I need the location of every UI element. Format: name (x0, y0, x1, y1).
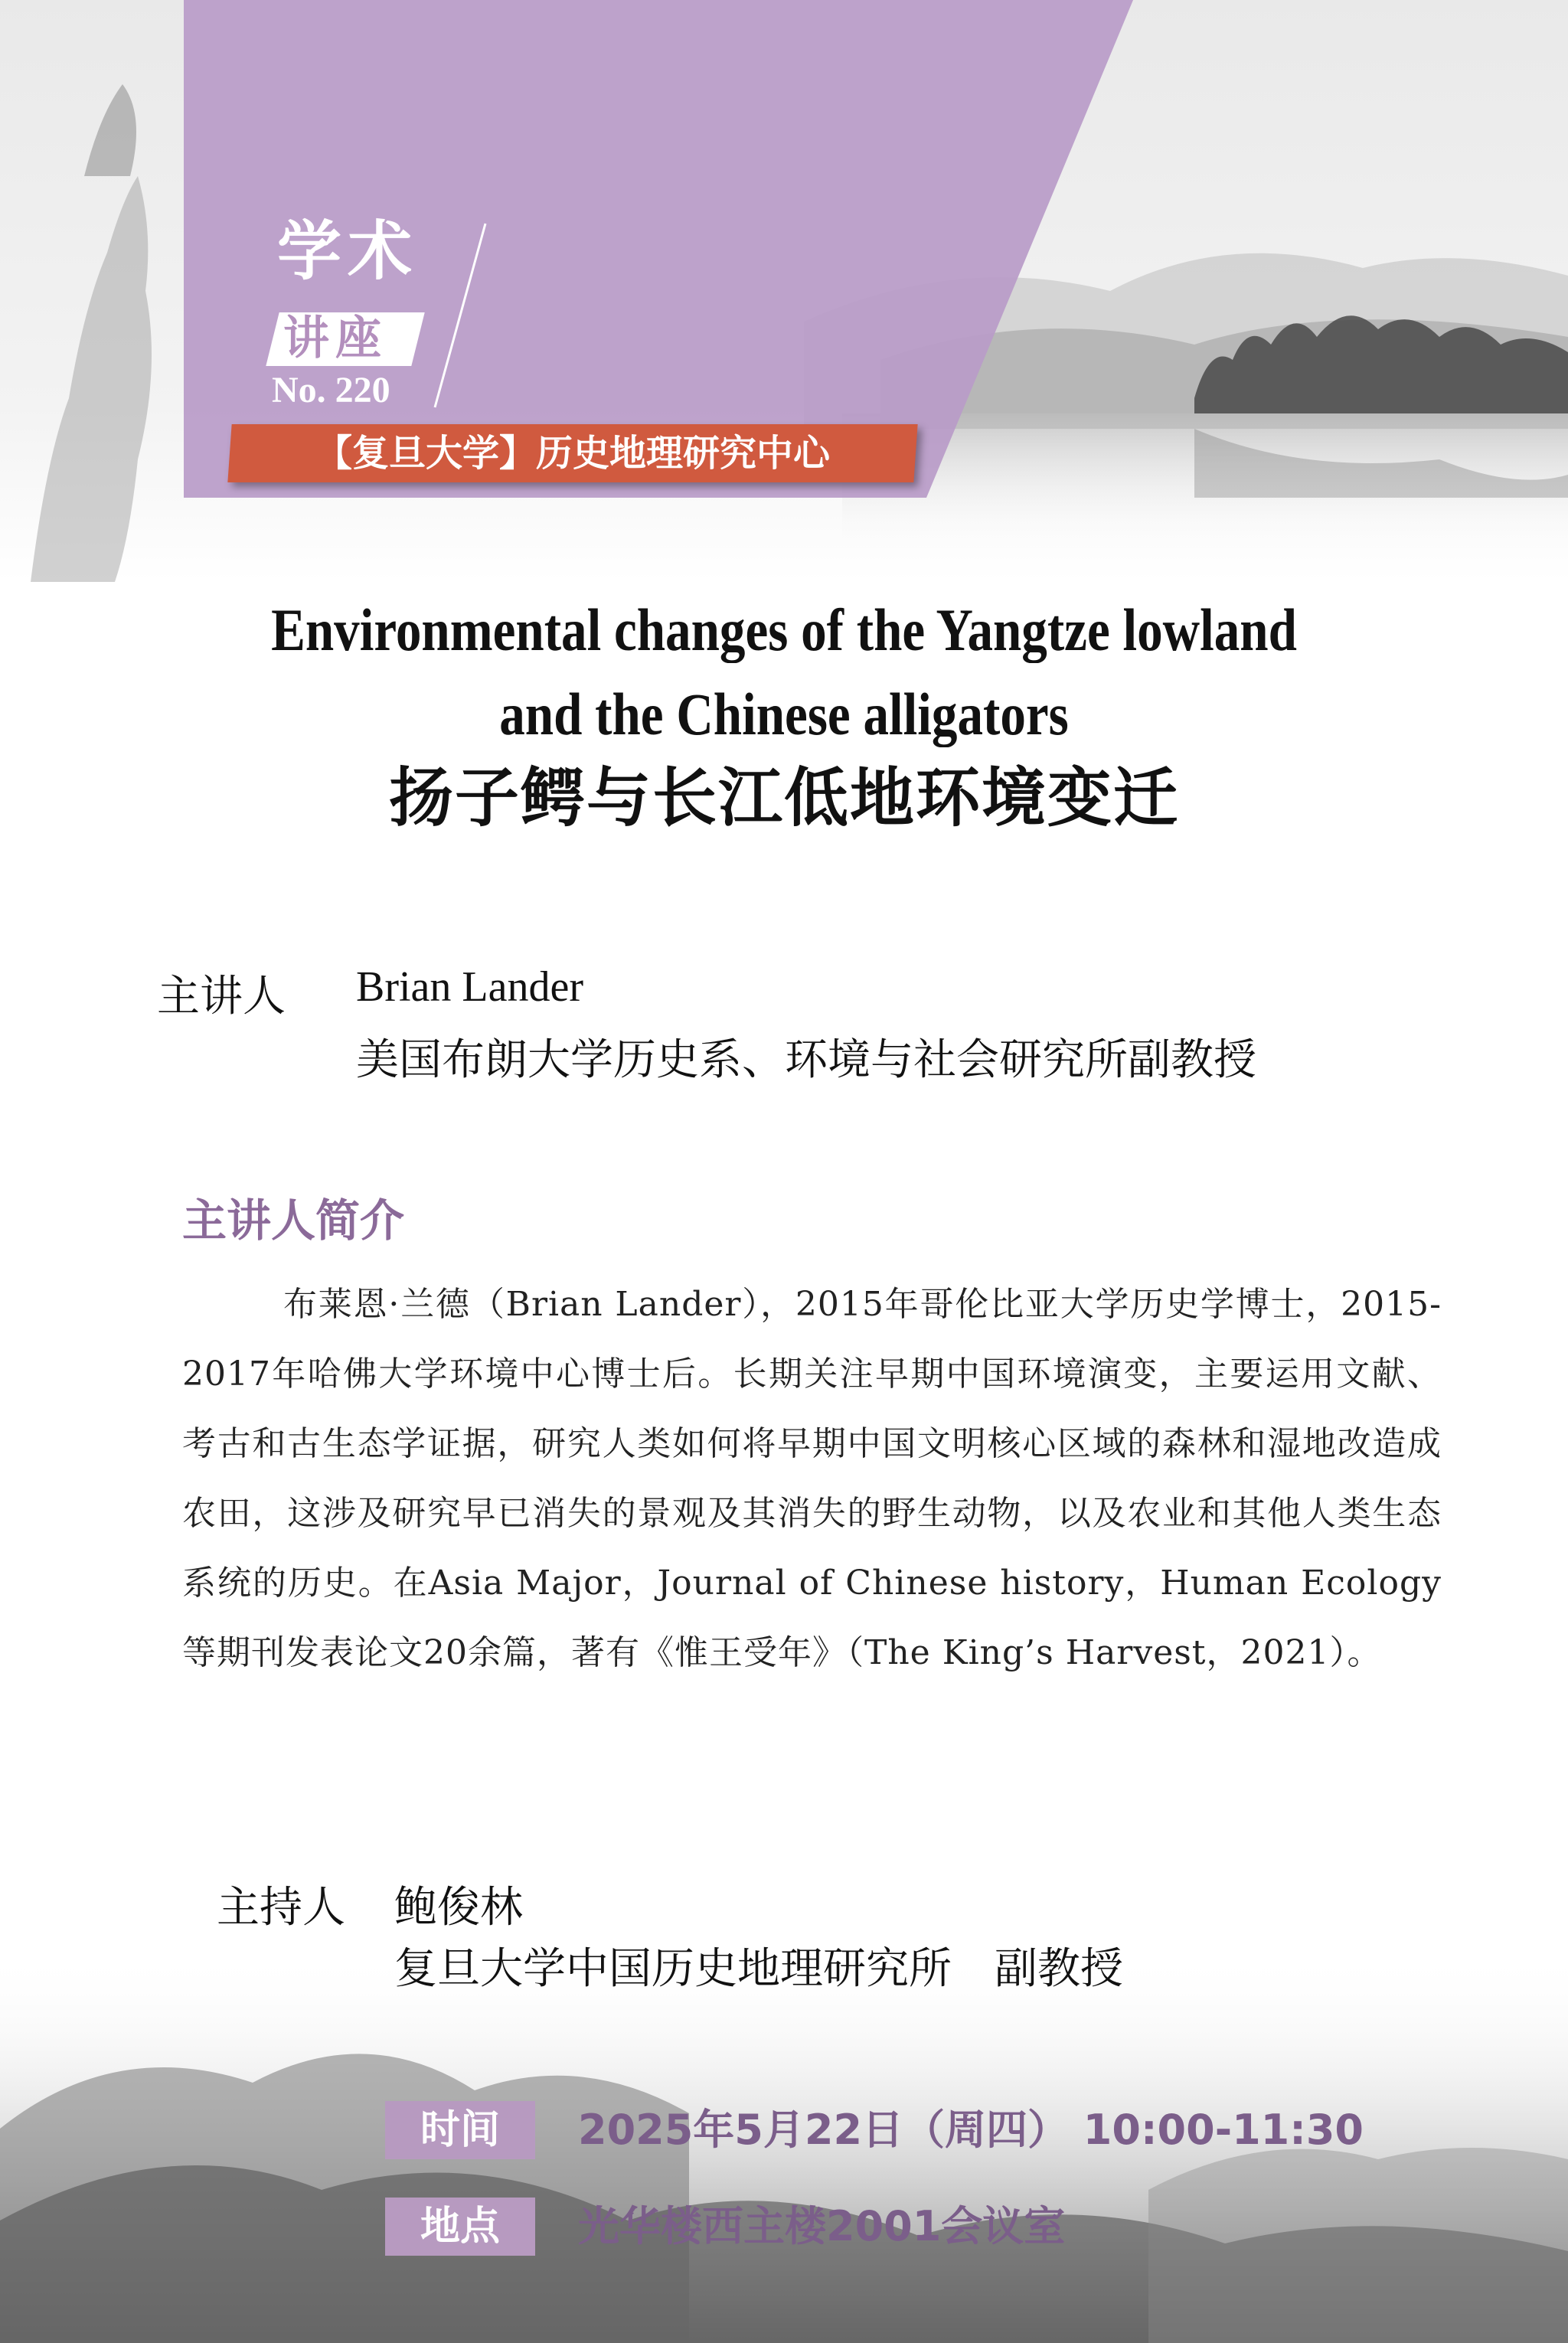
speaker-name: Brian Lander (356, 963, 583, 1011)
series-title: 学术 (277, 214, 419, 289)
title-english-line-1: Environmental changes of the Yangtze lowland (271, 596, 1297, 663)
speaker-label: 主讲人 (157, 972, 286, 1021)
place-tag: 地点 (385, 2198, 535, 2256)
place-value: 光华楼西主楼2001会议室 (578, 2202, 1066, 2250)
bio-heading: 主讲人简介 (182, 1194, 405, 1247)
time-tag: 时间 (385, 2101, 535, 2159)
host-label: 主持人 (217, 1883, 345, 1933)
series-number: No. 220 (272, 370, 390, 410)
host-affiliation: 复旦大学中国历史地理研究所 副教授 (394, 1944, 1123, 1994)
series-subtitle: 讲座 (283, 312, 387, 365)
title-english-line-2: and the Chinese alligators (499, 681, 1069, 747)
host-name: 鲍俊林 (394, 1883, 523, 1933)
time-value: 2025年5月22日（周四） 10:00-11:30 (578, 2106, 1364, 2154)
title-chinese: 扬子鳄与长江低地环境变迁 (388, 760, 1179, 835)
organizer-label: 【复旦大学】历史地理研究中心 (315, 432, 830, 475)
speaker-affiliation: 美国布朗大学历史系、环境与社会研究所副教授 (356, 1035, 1256, 1085)
bio-text: 布莱恩·兰德（Brian Lander），2015年哥伦比亚大学历史学博士，2015-2017年哈佛大学环境中心博士后。长期关注早期中国环境演变，主要运用文献、考古和古生态学证据，研究人类如何将早期中国文明核心区域的森林和湿地改造成农田，这涉及研究早已消失的景观及其消失的野生动物，以及农业和其他人类生态系统的历史。在Asia Major，Journal of Chinese history，Human Ecology等期刊发表论文20余篇，著有《惟王受年》（The King’s Harvest，2021）。 (182, 1285, 1442, 1672)
